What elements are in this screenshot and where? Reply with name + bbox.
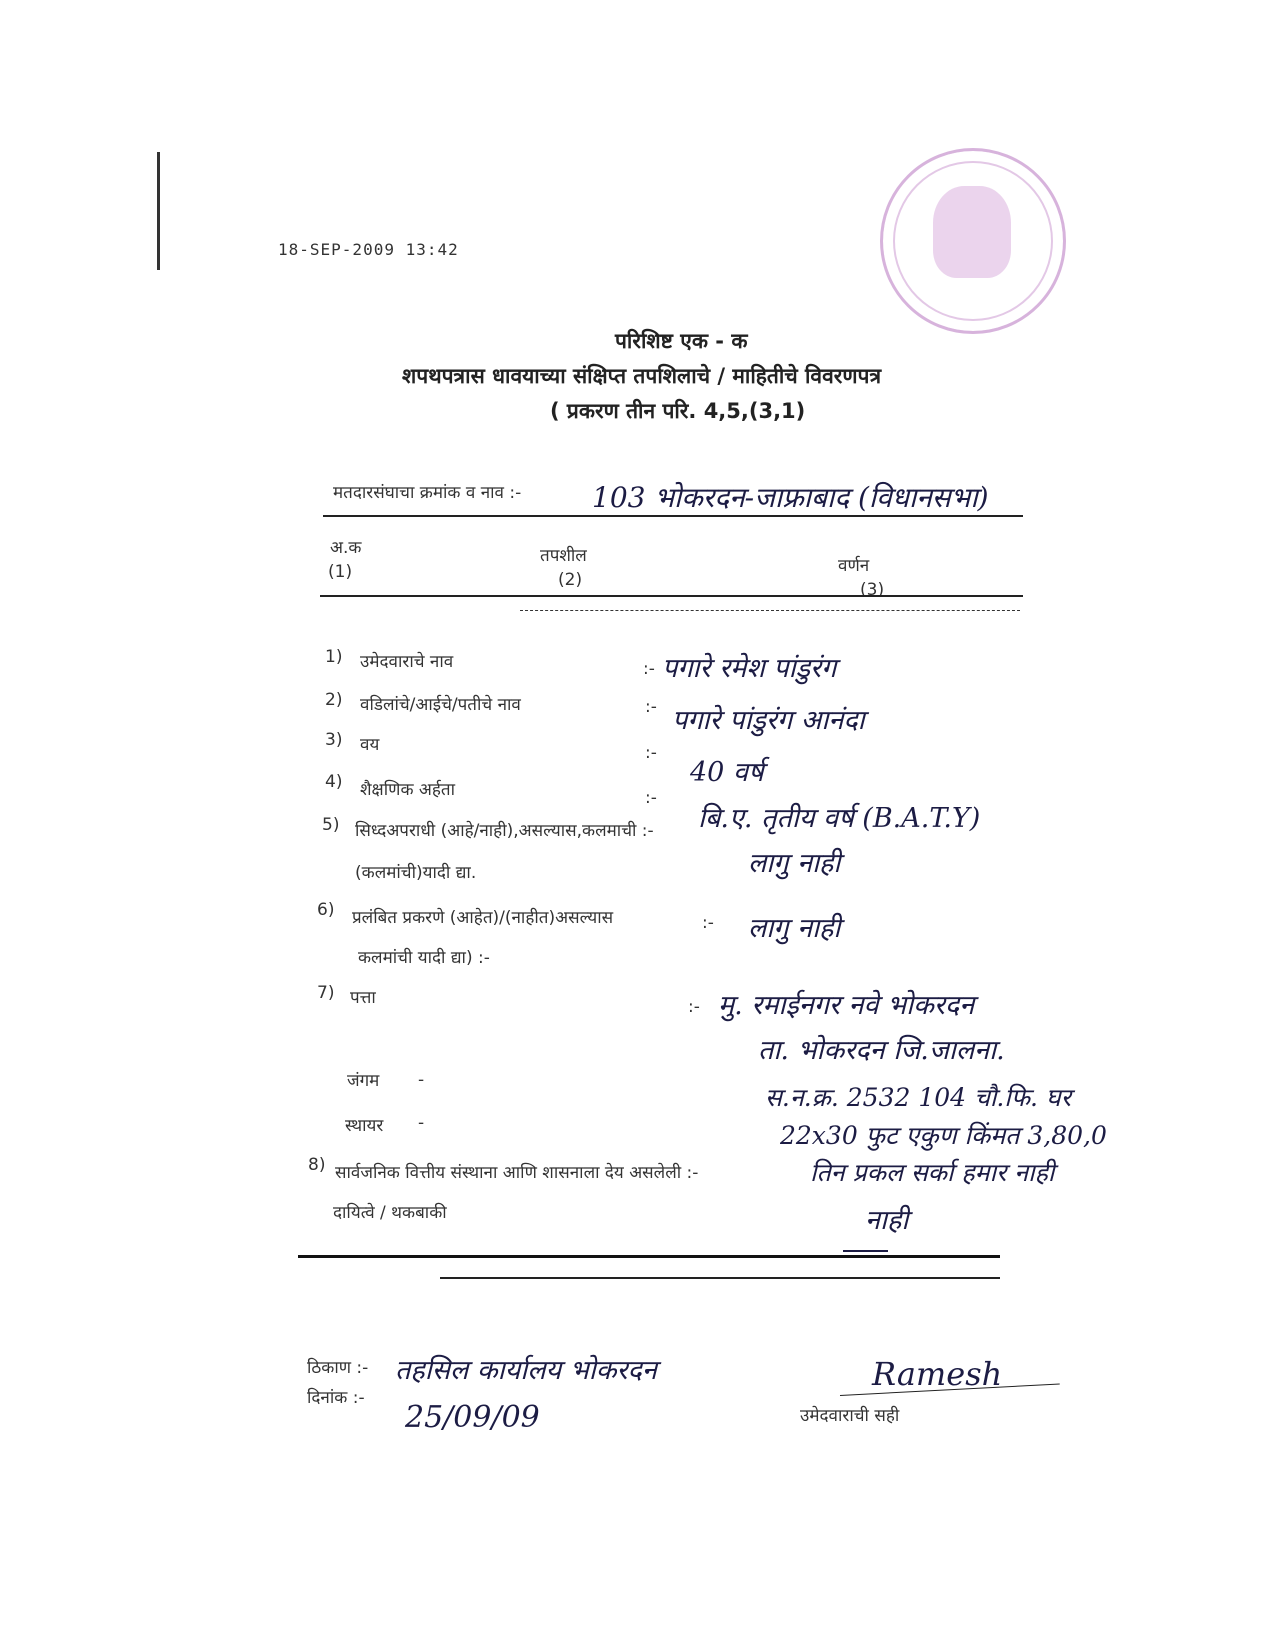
row-number: 3) (325, 730, 343, 750)
col-serial-header: अ.क (330, 538, 362, 558)
emblem-icon (933, 186, 1011, 278)
education-value: बि.ए. तृतीय वर्ष (B.A.T.Y) (698, 803, 981, 834)
immovable-assets-value-line1: स.न.क्र. 2532 104 चौ.फि. घर (765, 1083, 1071, 1112)
document-title: परिशिष्ट एक - क (615, 329, 748, 353)
address-value-line1: मु. रमाईनगर नवे भोकरदन (718, 990, 975, 1021)
row-number: 1) (325, 647, 343, 667)
divider (323, 515, 1023, 517)
parent-name-label: वडिलांचे/आईचे/पतीचे नाव (360, 695, 521, 715)
row-number: 6) (317, 900, 335, 920)
separator: :- (688, 997, 700, 1017)
constituency-label: मतदारसंघाचा क्रमांक व नाव :- (333, 483, 522, 503)
row-number: 7) (317, 983, 335, 1003)
separator: - (418, 1070, 425, 1090)
movable-assets-label: जंगम (347, 1071, 380, 1091)
pending-cases-label: प्रलंबित प्रकरणे (आहेत)/(नाहीत)असल्यास (352, 908, 614, 928)
col-description-header: वर्णन (838, 556, 870, 576)
col-details-number: (2) (558, 570, 583, 590)
date-value: 25/09/09 (405, 1400, 540, 1435)
parent-name-value: पगारे पांडुरंग आनंदा (672, 705, 865, 736)
liabilities-value-line2: नाही (865, 1205, 909, 1236)
official-seal-stamp (880, 148, 1066, 334)
place-value: तहसिल कार्यालय भोकरदन (395, 1355, 657, 1386)
place-label: ठिकाण :- (307, 1358, 369, 1378)
divider (298, 1255, 1000, 1258)
age-label: वय (360, 735, 380, 755)
address-value-line2: ता. भोकरदन जि.जालना. (758, 1035, 1005, 1066)
separator: :- (645, 743, 657, 763)
row-number: 5) (322, 815, 340, 835)
handwritten-underline (843, 1250, 888, 1252)
document-reference: ( प्रकरण तीन परि. 4,5,(3,1) (550, 399, 806, 423)
col-details-header: तपशील (540, 546, 587, 566)
separator: - (418, 1113, 425, 1133)
col-serial-number: (1) (328, 562, 353, 582)
age-value: 40 वर्ष (690, 757, 764, 788)
address-label: पत्ता (350, 988, 376, 1008)
separator: :- (643, 659, 655, 679)
education-label: शैक्षणिक अर्हता (360, 780, 456, 800)
date-label: दिनांक :- (307, 1388, 365, 1408)
scan-edge-mark (157, 152, 160, 270)
row-number: 2) (325, 690, 343, 710)
liabilities-label-cont: दायित्वे / थकबाकी (333, 1203, 447, 1223)
separator: :- (645, 788, 657, 808)
immovable-assets-value-line2: 22x30 फुट एकुण किंमत 3,80,0 (780, 1121, 1107, 1150)
divider (520, 610, 1020, 611)
row-number: 8) (308, 1155, 326, 1175)
divider (320, 595, 1023, 597)
pending-cases-value: लागु नाही (748, 913, 841, 944)
candidate-name-value: पगारे रमेश पांडुरंग (662, 653, 837, 684)
immovable-assets-label: स्थायर (345, 1116, 384, 1136)
candidate-signature: Ramesh (872, 1355, 1003, 1393)
conviction-label-cont: (कलमांची)यादी द्या. (355, 863, 477, 883)
row-number: 4) (325, 772, 343, 792)
liabilities-value-line1: तिन प्रकल सर्का हमार नाही (810, 1158, 1055, 1187)
pending-cases-label-cont: कलमांची यादी द्या) :- (358, 948, 490, 968)
separator: :- (702, 913, 714, 933)
candidate-name-label: उमेदवाराचे नाव (360, 652, 454, 672)
separator: :- (645, 697, 657, 717)
conviction-label: सिध्दअपराधी (आहे/नाही),असल्यास,कलमाची :- (355, 821, 654, 841)
fax-header: 18-SEP-2009 13:42 (278, 240, 459, 259)
constituency-value: 103 भोकरदन-जाफ्राबाद (विधानसभा) (592, 481, 989, 514)
document-subtitle: शपथपत्रास धावयाच्या संक्षिप्त तपशिलाचे / माहितीचे विवरणपत्र (402, 364, 882, 388)
conviction-value: लागु नाही (748, 848, 841, 879)
signature-label: उमेदवाराची सही (800, 1406, 900, 1426)
col-description-number: (3) (860, 580, 885, 600)
liabilities-label: सार्वजनिक वित्तीय संस्थाना आणि शासनाला देय असलेली :- (335, 1163, 699, 1183)
divider (440, 1277, 1000, 1279)
